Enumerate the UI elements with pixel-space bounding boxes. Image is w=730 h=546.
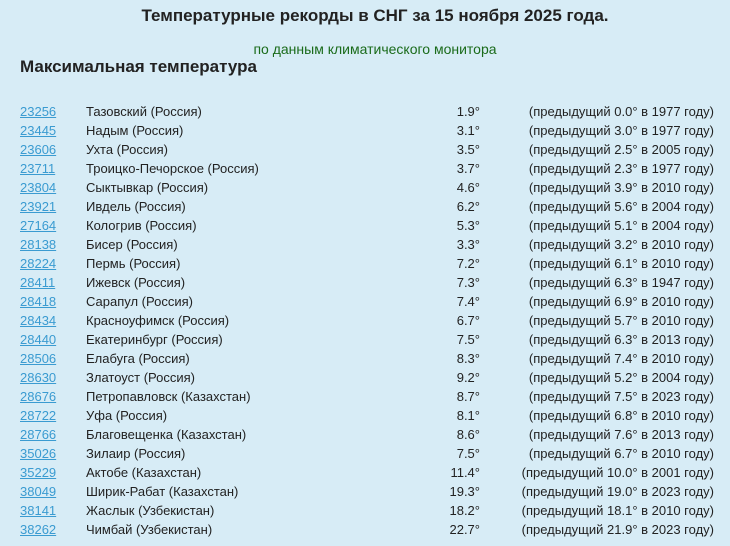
record-row: [0, 311, 730, 330]
previous-record: (предыдущий 7.4° в 2010 году): [528, 351, 714, 366]
previous-record: (предыдущий 19.0° в 2023 году): [521, 484, 714, 499]
previous-record: (предыдущий 3.0° в 1977 году): [528, 123, 714, 138]
record-temperature: 7.2°: [456, 256, 480, 271]
previous-record: (предыдущий 5.6° в 2004 году): [528, 199, 714, 214]
section-heading: Максимальная температура: [20, 57, 257, 76]
station-name: Жаслык (Узбекистан): [86, 503, 215, 518]
record-row: [0, 159, 730, 178]
record-temperature: 7.4°: [456, 294, 480, 309]
record-temperature: 8.7°: [456, 389, 480, 404]
record-temperature: 5.3°: [456, 218, 480, 233]
station-name: Ширик-Рабат (Казахстан): [86, 484, 239, 499]
station-code-link[interactable]: 28630: [20, 370, 57, 385]
station-code-link[interactable]: 23445: [20, 123, 57, 138]
record-row: [0, 102, 730, 121]
previous-record: (предыдущий 21.9° в 2023 году): [521, 522, 714, 537]
station-code-link[interactable]: 28722: [20, 408, 57, 423]
station-code-link[interactable]: 23711: [20, 161, 56, 176]
record-row: [0, 254, 730, 273]
station-name: Красноуфимск (Россия): [86, 313, 230, 328]
station-code-link[interactable]: 28411: [20, 275, 56, 290]
record-row: [0, 140, 730, 159]
previous-record: (предыдущий 6.1° в 2010 году): [528, 256, 714, 271]
station-code-link[interactable]: 28418: [20, 294, 57, 309]
record-temperature: 22.7°: [449, 522, 480, 537]
record-temperature: 6.2°: [456, 199, 480, 214]
station-name: Ивдель (Россия): [86, 199, 186, 214]
station-name: Пермь (Россия): [86, 256, 181, 271]
station-name: Ижевск (Россия): [86, 275, 186, 290]
previous-record: (предыдущий 3.9° в 2010 году): [528, 180, 714, 195]
record-row: [0, 121, 730, 140]
record-row: [0, 197, 730, 216]
record-temperature: 7.5°: [456, 332, 480, 347]
record-row: [0, 482, 730, 501]
station-code-link[interactable]: 28676: [20, 389, 57, 404]
record-row: [0, 292, 730, 311]
previous-record: (предыдущий 5.2° в 2004 году): [528, 370, 714, 385]
previous-record: (предыдущий 6.9° в 2010 году): [528, 294, 714, 309]
record-temperature: 6.7°: [456, 313, 480, 328]
previous-record: (предыдущий 5.7° в 2010 году): [528, 313, 714, 328]
station-name: Зилаир (Россия): [86, 446, 186, 461]
record-temperature: 9.2°: [456, 370, 480, 385]
record-temperature: 7.3°: [456, 275, 480, 290]
previous-record: (предыдущий 7.5° в 2023 году): [528, 389, 714, 404]
page-title: Температурные рекорды в СНГ за 15 ноября 2025 года.: [141, 6, 609, 25]
record-row: [0, 501, 730, 520]
previous-record: (предыдущий 6.7° в 2010 году): [528, 446, 714, 461]
station-code-link[interactable]: 28434: [20, 313, 57, 328]
station-code-link[interactable]: 28440: [20, 332, 57, 347]
previous-record: (предыдущий 0.0° в 1977 году): [528, 104, 714, 119]
station-name: Петропавловск (Казахстан): [86, 389, 251, 404]
record-temperature: 18.2°: [449, 503, 480, 518]
station-code-link[interactable]: 38262: [20, 522, 57, 537]
record-temperature: 3.1°: [456, 123, 480, 138]
station-code-link[interactable]: 23804: [20, 180, 57, 195]
previous-record: (предыдущий 2.5° в 2005 году): [528, 142, 714, 157]
record-row: [0, 273, 730, 292]
station-code-link[interactable]: 28766: [20, 427, 57, 442]
station-name: Чимбай (Узбекистан): [86, 522, 213, 537]
record-temperature: 11.4°: [450, 465, 480, 480]
station-name: Кологрив (Россия): [86, 218, 197, 233]
station-name: Тазовский (Россия): [86, 104, 202, 119]
station-name: Ухта (Россия): [86, 142, 168, 157]
previous-record: (предыдущий 2.3° в 1977 году): [528, 161, 714, 176]
station-code-link[interactable]: 27164: [20, 218, 57, 233]
station-name: Бисер (Россия): [86, 237, 178, 252]
record-temperature: 8.3°: [456, 351, 480, 366]
previous-record: (предыдущий 7.6° в 2013 году): [528, 427, 714, 442]
station-name: Благовещенка (Казахстан): [86, 427, 247, 442]
previous-record: (предыдущий 6.3° в 2013 году): [528, 332, 714, 347]
records-list: [0, 102, 730, 539]
station-name: Актобе (Казахстан): [86, 465, 202, 480]
station-code-link[interactable]: 23256: [20, 104, 57, 119]
record-temperature: 7.5°: [456, 446, 480, 461]
station-name: Елабуга (Россия): [86, 351, 190, 366]
station-name: Сыктывкар (Россия): [86, 180, 209, 195]
previous-record: (предыдущий 6.8° в 2010 году): [528, 408, 714, 423]
station-code-link[interactable]: 23921: [20, 199, 57, 214]
previous-record: (предыдущий 5.1° в 2004 году): [528, 218, 714, 233]
record-row: [0, 178, 730, 197]
station-name: Екатеринбург (Россия): [86, 332, 223, 347]
record-temperature: 3.7°: [456, 161, 480, 176]
record-temperature: 3.5°: [456, 142, 480, 157]
station-name: Уфа (Россия): [86, 408, 168, 423]
station-code-link[interactable]: 28224: [20, 256, 57, 271]
record-temperature: 8.6°: [456, 427, 480, 442]
record-row: [0, 235, 730, 254]
record-temperature: 19.3°: [449, 484, 480, 499]
record-row: [0, 368, 730, 387]
station-code-link[interactable]: 23606: [20, 142, 57, 157]
record-temperature: 4.6°: [456, 180, 480, 195]
station-code-link[interactable]: 38141: [20, 503, 57, 518]
previous-record: (предыдущий 6.3° в 1947 году): [528, 275, 714, 290]
record-row: [0, 387, 730, 406]
page-subtitle: по данным климатического монитора: [253, 41, 497, 57]
station-name: Златоуст (Россия): [86, 370, 195, 385]
station-name: Сарапул (Россия): [86, 294, 193, 309]
record-row: [0, 444, 730, 463]
record-row: [0, 425, 730, 444]
record-row: [0, 520, 730, 539]
record-temperature: 3.3°: [456, 237, 480, 252]
station-code-link[interactable]: 28138: [20, 237, 57, 252]
record-temperature: 8.1°: [456, 408, 480, 423]
station-code-link[interactable]: 35229: [20, 465, 57, 480]
previous-record: (предыдущий 3.2° в 2010 году): [528, 237, 714, 252]
station-code-link[interactable]: 28506: [20, 351, 57, 366]
record-row: [0, 463, 730, 482]
record-row: [0, 216, 730, 235]
station-name: Троицко-Печорское (Россия): [86, 161, 259, 176]
previous-record: (предыдущий 18.1° в 2010 году): [521, 503, 714, 518]
previous-record: (предыдущий 10.0° в 2001 году): [521, 465, 714, 480]
station-code-link[interactable]: 35026: [20, 446, 57, 461]
record-temperature: 1.9°: [456, 104, 480, 119]
station-code-link[interactable]: 38049: [20, 484, 57, 499]
station-name: Надым (Россия): [86, 123, 184, 138]
record-row: [0, 349, 730, 368]
record-row: [0, 406, 730, 425]
record-row: [0, 330, 730, 349]
